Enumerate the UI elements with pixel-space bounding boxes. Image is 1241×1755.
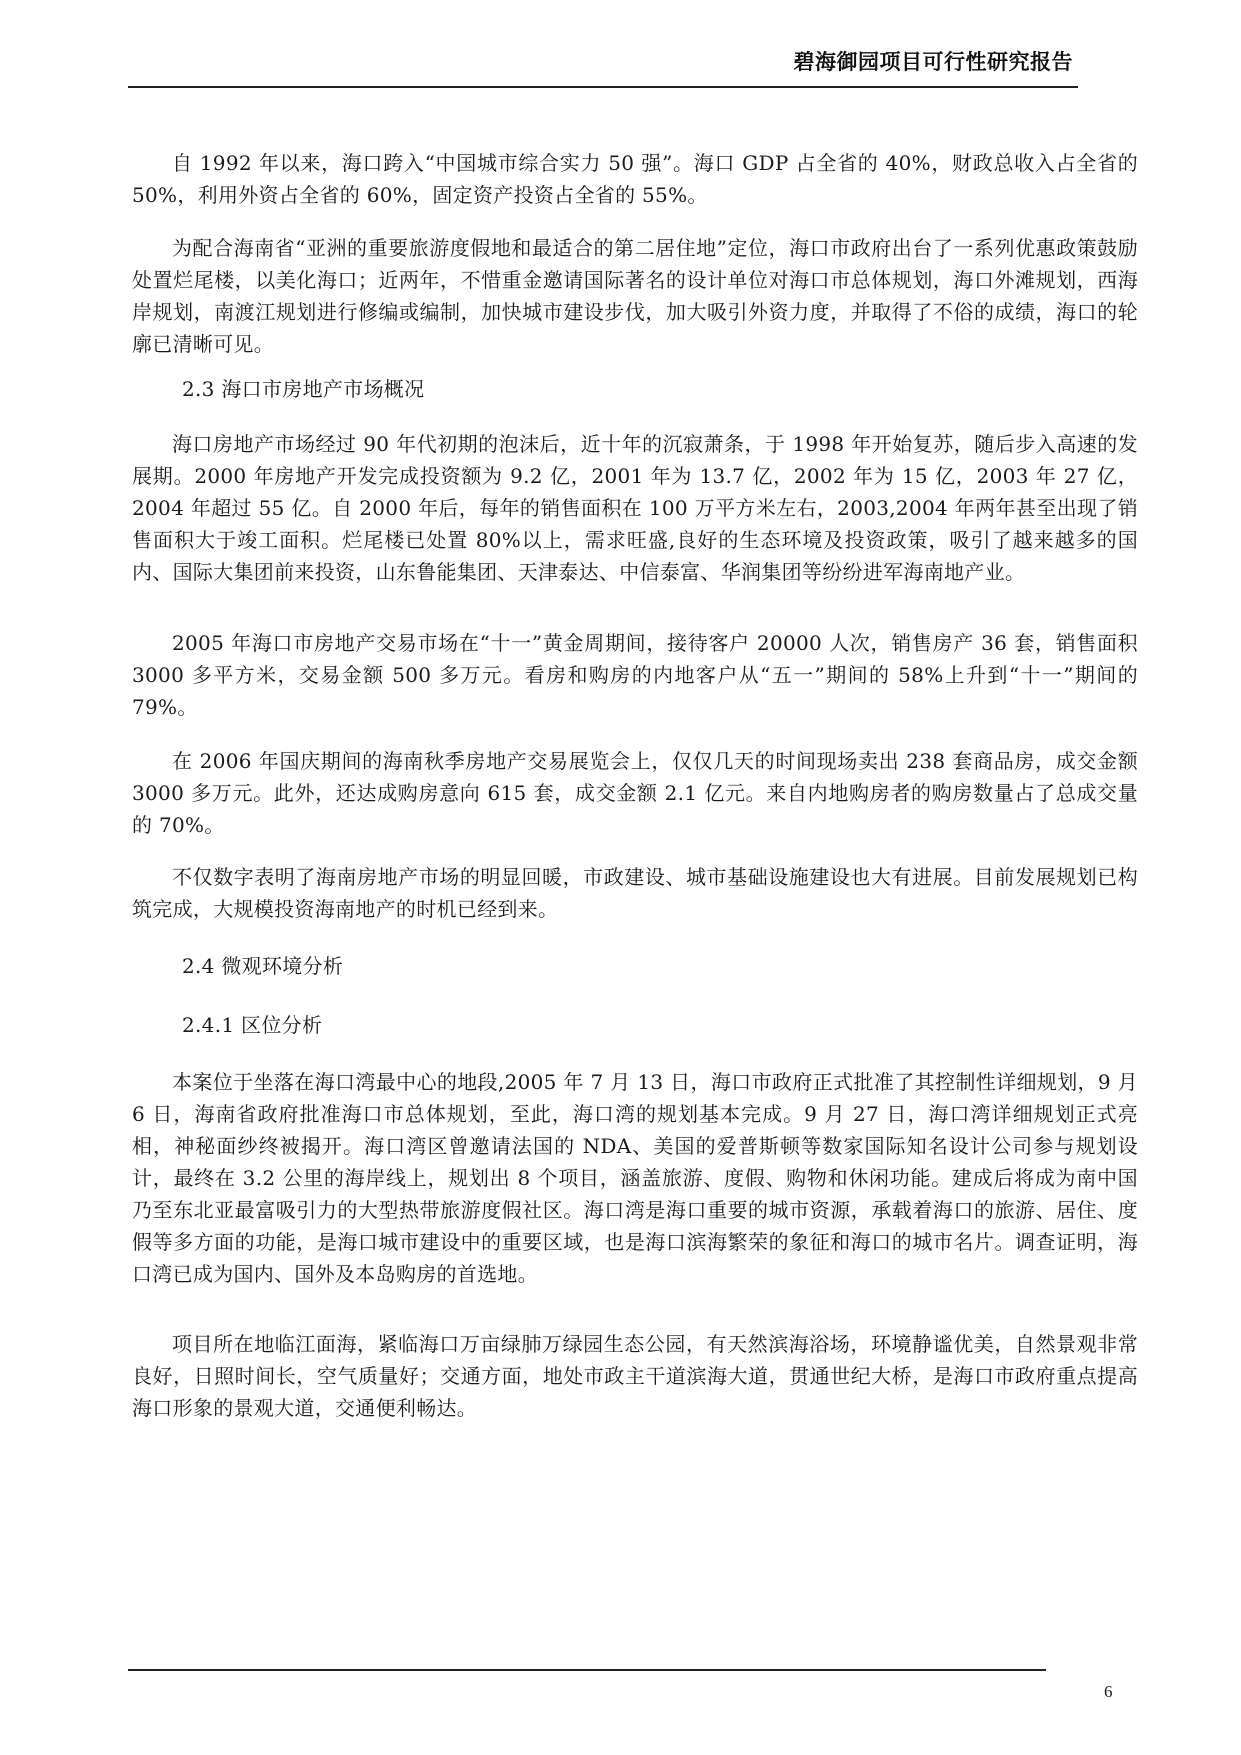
paragraph-site: 项目所在地临江面海，紧临海口万亩绿肺万绿园生态公园，有天然滨海浴场，环境静谧优美，自然景观非常良好，日照时间长，空气质量好；交通方面，地处市政主干道滨海大道，贯通世纪大桥，是海口市政府重点提高海口形象的景观大道，交通便利畅达。 [132, 1332, 1138, 1420]
page-number: 6 [1104, 1682, 1113, 1701]
section-heading-2-3: 2.3 海口市房地产市场概况 [182, 377, 425, 401]
paragraph-market-history: 海口房地产市场经过 90 年代初期的泡沫后，近十年的沉寂萧条，于 1998 年开始复苏，随后步入高速的发展期。2000 年房地产开发完成投资额为 9.2 亿，2001 年为 13.7 亿，2002 年为 15 亿，2003 年 27 亿，2004 年超过 55 亿。自 2000 年后，每年的销售面积在 100 万平方米左右，2003,2004 年两年甚至出现了销售面积大于竣工面积。烂尾楼已处置 80%以上，需求旺盛,良好的生态环境及投资政策，吸引了越来越多的国内、国际大集团前来投资，山东鲁能集团、天津泰达、中信泰富、华润集团等纷纷进军海南地产业。 [132, 432, 1138, 584]
footer-divider [128, 1669, 1046, 1671]
paragraph-gdp: 自 1992 年以来，海口跨入“中国城市综合实力 50 强”。海口 GDP 占全省的 40%，财政总收入占全省的 50%，利用外资占全省的 60%，固定资产投资占全省的 55%。 [132, 151, 1138, 207]
paragraph-policy: 为配合海南省“亚洲的重要旅游度假地和最适合的第二居住地”定位，海口市政府出台了一系列优惠政策鼓励处置烂尾楼，以美化海口；近两年，不惜重金邀请国际著名的设计单位对海口市总体规划，海口外滩规划，西海岸规划，南渡江规划进行修编或编制，加快城市建设步伐，加大吸引外资力度，并取得了不俗的成绩，海口的轮廓已清晰可见。 [132, 236, 1138, 356]
section-heading-2-4-1: 2.4.1 区位分析 [182, 1013, 323, 1037]
header-divider [128, 86, 1078, 88]
paragraph-golden-week: 2005 年海口市房地产交易市场在“十一”黄金周期间，接待客户 20000 人次，销售房产 36 套，销售面积 3000 多平方米，交易金额 500 多万元。看房和购房的内地客户从“五一”期间的 58%上升到“十一”期间的 79%。 [132, 631, 1138, 719]
paragraph-location: 本案位于坐落在海口湾最中心的地段,2005 年 7 月 13 日，海口市政府正式批准了其控制性详细规划，9 月 6 日，海南省政府批准海口市总体规划，至此，海口湾的规划基本完成。9 月 27 日，海口湾详细规划正式亮相，神秘面纱终被揭开。海口湾区曾邀请法国的 NDA、美国的爱普斯顿等数家国际知名设计公司参与规划设计，最终在 3.2 公里的海岸线上，规划出 8 个项目，涵盖旅游、度假、购物和休闲功能。建成后将成为南中国乃至东北亚最富吸引力的大型热带旅游度假社区。海口湾是海口重要的城市资源，承载着海口的旅游、居住、度假等多方面的功能，是海口城市建设中的重要区域，也是海口滨海繁荣的象征和海口的城市名片。调查证明，海口湾已成为国内、国外及本岛购房的首选地。 [132, 1070, 1138, 1286]
paragraph-outlook: 不仅数字表明了海南房地产市场的明显回暖，市政建设、城市基础设施建设也大有进展。目前发展规划已构筑完成，大规模投资海南地产的时机已经到来。 [132, 865, 1138, 921]
paragraph-expo: 在 2006 年国庆期间的海南秋季房地产交易展览会上，仅仅几天的时间现场卖出 238 套商品房，成交金额 3000 多万元。此外，还达成购房意向 615 套，成交金额 2.1 亿元。来自内地购房者的购房数量占了总成交量的 70%。 [132, 749, 1138, 837]
header-title: 碧海御园项目可行性研究报告 [793, 50, 1073, 74]
section-heading-2-4: 2.4 微观环境分析 [182, 954, 344, 978]
